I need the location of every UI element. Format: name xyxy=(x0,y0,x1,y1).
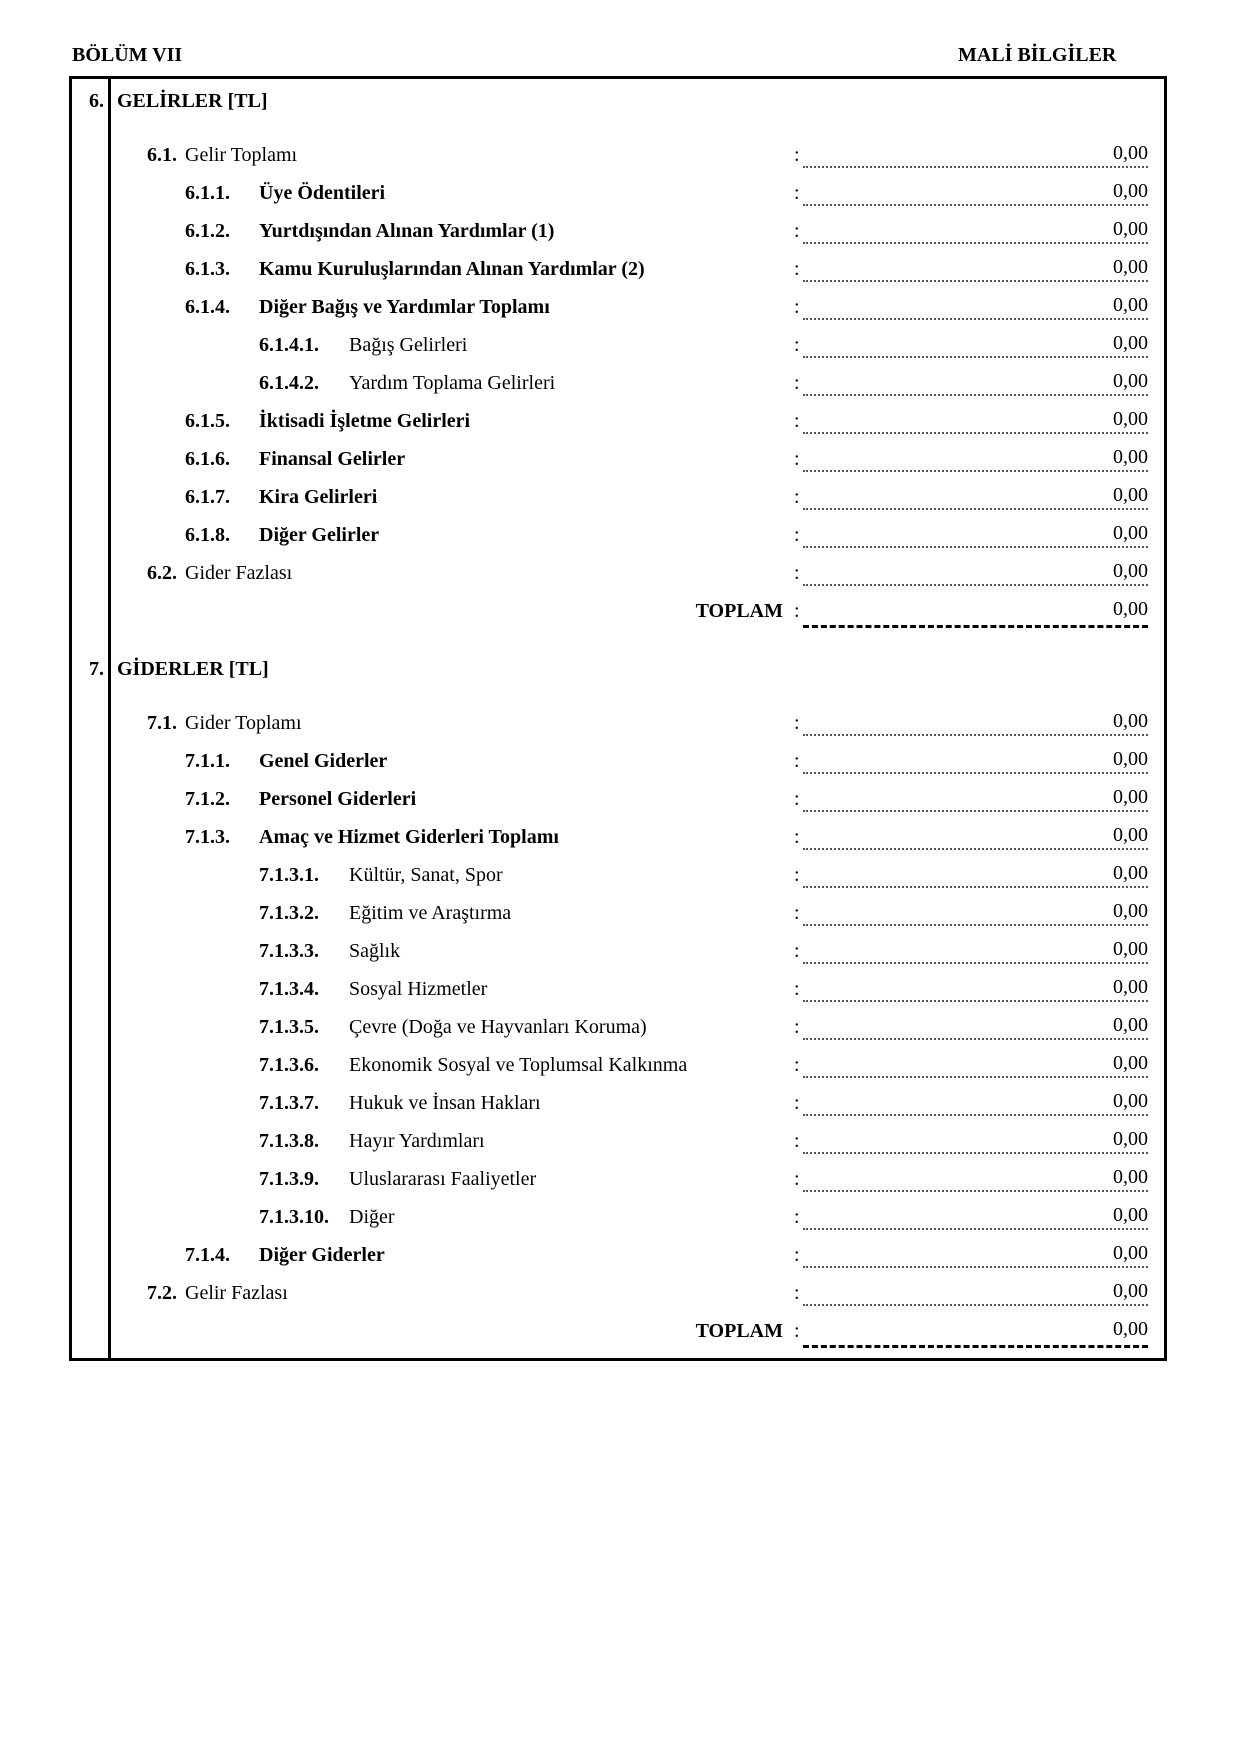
row-colon: : xyxy=(794,788,800,810)
row-label: Üye Ödentileri xyxy=(259,182,386,204)
section-number: 6. xyxy=(89,90,104,112)
row-number: 7.1.3.1. xyxy=(259,864,319,886)
row-colon: : xyxy=(794,1092,800,1114)
row-colon: : xyxy=(794,1282,800,1304)
form-row xyxy=(111,818,1151,856)
section-title-gelirler: GELİRLER [TL] xyxy=(117,90,268,112)
form-row xyxy=(111,478,1151,516)
row-label: İktisadi İşletme Gelirleri xyxy=(259,410,471,432)
section-name: MALİ BİLGİLER xyxy=(958,44,1117,66)
row-colon: : xyxy=(794,864,800,886)
row-colon: : xyxy=(794,902,800,924)
row-number: 7.1.3.3. xyxy=(259,940,319,962)
total-row xyxy=(111,1312,1151,1350)
row-label: Çevre (Doğa ve Hayvanları Koruma) xyxy=(349,1016,647,1038)
value-field[interactable]: 0,00 xyxy=(803,1126,1148,1154)
value-field[interactable]: 0,00 xyxy=(803,1088,1148,1116)
row-label: Gider Fazlası xyxy=(185,562,293,584)
row-label: Gider Toplamı xyxy=(185,712,302,734)
form-row xyxy=(111,1198,1151,1236)
row-colon: : xyxy=(794,182,800,204)
row-colon: : xyxy=(794,410,800,432)
form-row xyxy=(111,364,1151,402)
form-row xyxy=(111,742,1151,780)
value-field[interactable]: 0,00 xyxy=(803,708,1148,736)
row-number: 7.1.3.2. xyxy=(259,902,319,924)
value-field[interactable]: 0,00 xyxy=(803,330,1148,358)
row-colon: : xyxy=(794,600,800,622)
form-row xyxy=(111,1274,1151,1312)
row-label: Diğer Bağış ve Yardımlar Toplamı xyxy=(259,296,550,318)
row-colon: : xyxy=(794,334,800,356)
form-row xyxy=(111,554,1151,592)
row-colon: : xyxy=(794,940,800,962)
section-code: BÖLÜM VII xyxy=(72,44,183,66)
section-number: 7. xyxy=(89,658,104,680)
row-label: Kültür, Sanat, Spor xyxy=(349,864,503,886)
row-label: Amaç ve Hizmet Giderleri Toplamı xyxy=(259,826,559,848)
row-label: Personel Giderleri xyxy=(259,788,417,810)
row-colon: : xyxy=(794,1320,800,1342)
row-label: Hukuk ve İnsan Hakları xyxy=(349,1092,541,1114)
row-colon: : xyxy=(794,258,800,280)
row-number: 7.1.3.9. xyxy=(259,1168,319,1190)
value-field[interactable]: 0,00 xyxy=(803,292,1148,320)
row-colon: : xyxy=(794,524,800,546)
row-colon: : xyxy=(794,562,800,584)
row-number: 6.1.6. xyxy=(185,448,230,470)
form-row xyxy=(111,780,1151,818)
form-row xyxy=(111,136,1151,174)
row-number: 6.1.7. xyxy=(185,486,230,508)
row-number: 7.1.2. xyxy=(185,788,230,810)
row-label: Sosyal Hizmetler xyxy=(349,978,488,1000)
value-field[interactable]: 0,00 xyxy=(803,406,1148,434)
row-label: Diğer xyxy=(349,1206,395,1228)
row-colon: : xyxy=(794,296,800,318)
row-label: Bağış Gelirleri xyxy=(349,334,468,356)
row-colon: : xyxy=(794,1130,800,1152)
row-number: 6.1.3. xyxy=(185,258,230,280)
row-label: Diğer Gelirler xyxy=(259,524,380,546)
row-colon: : xyxy=(794,1054,800,1076)
row-number: 7.1.3.4. xyxy=(259,978,319,1000)
form-row xyxy=(111,1236,1151,1274)
form-row xyxy=(111,1122,1151,1160)
row-label: Eğitim ve Araştırma xyxy=(349,902,512,924)
value-field[interactable]: 0,00 xyxy=(803,860,1148,888)
form-row xyxy=(111,250,1151,288)
row-label: Uluslararası Faaliyetler xyxy=(349,1168,537,1190)
form-row xyxy=(111,970,1151,1008)
row-label: Kamu Kuruluşlarından Alınan Yardımlar (2) xyxy=(259,258,645,280)
value-field[interactable]: 0,00 xyxy=(803,1202,1148,1230)
row-colon: : xyxy=(794,144,800,166)
value-field[interactable]: 0,00 xyxy=(803,1050,1148,1078)
row-number: 6.1.5. xyxy=(185,410,230,432)
row-number: 6.1.4.1. xyxy=(259,334,319,356)
row-label: Gelir Toplamı xyxy=(185,144,298,166)
value-field[interactable]: 0,00 xyxy=(803,936,1148,964)
value-field[interactable]: 0,00 xyxy=(803,974,1148,1002)
form-row xyxy=(111,212,1151,250)
form-row xyxy=(111,440,1151,478)
page-header xyxy=(0,44,1240,68)
row-label: Sağlık xyxy=(349,940,401,962)
value-field[interactable]: 0,00 xyxy=(803,1278,1148,1306)
total-value-field[interactable]: 0,00 xyxy=(803,1316,1148,1348)
value-field[interactable]: 0,00 xyxy=(803,178,1148,206)
row-colon: : xyxy=(794,1016,800,1038)
row-number: 7.1. xyxy=(147,712,177,734)
row-label: Hayır Yardımları xyxy=(349,1130,485,1152)
form-row xyxy=(111,894,1151,932)
row-colon: : xyxy=(794,1244,800,1266)
row-colon: : xyxy=(794,750,800,772)
row-label: Ekonomik Sosyal ve Toplumsal Kalkınma xyxy=(349,1054,688,1076)
row-label: Yardım Toplama Gelirleri xyxy=(349,372,556,394)
value-field[interactable]: 0,00 xyxy=(803,444,1148,472)
form-row xyxy=(111,704,1151,742)
row-colon: : xyxy=(794,712,800,734)
row-number: 7.1.3. xyxy=(185,826,230,848)
value-field[interactable]: 0,00 xyxy=(803,898,1148,926)
value-field[interactable]: 0,00 xyxy=(803,784,1148,812)
row-number: 6.1.2. xyxy=(185,220,230,242)
row-number: 7.1.3.7. xyxy=(259,1092,319,1114)
row-label: Yurtdışından Alınan Yardımlar (1) xyxy=(259,220,555,242)
row-colon: : xyxy=(794,220,800,242)
value-field[interactable]: 0,00 xyxy=(803,822,1148,850)
value-field[interactable]: 0,00 xyxy=(803,216,1148,244)
row-number: 6.1.4.2. xyxy=(259,372,319,394)
value-field[interactable]: 0,00 xyxy=(803,1012,1148,1040)
row-number: 7.2. xyxy=(147,1282,177,1304)
row-colon: : xyxy=(794,978,800,1000)
row-colon: : xyxy=(794,486,800,508)
form-row xyxy=(111,288,1151,326)
value-field[interactable]: 0,00 xyxy=(803,1240,1148,1268)
row-number: 6.1.4. xyxy=(185,296,230,318)
form-row xyxy=(111,1008,1151,1046)
form-row xyxy=(111,326,1151,364)
total-row xyxy=(111,592,1151,630)
form-row xyxy=(111,932,1151,970)
row-colon: : xyxy=(794,826,800,848)
row-number: 7.1.3.5. xyxy=(259,1016,319,1038)
row-label: Finansal Gelirler xyxy=(259,448,406,470)
total-value-field[interactable]: 0,00 xyxy=(803,596,1148,628)
row-label: Genel Giderler xyxy=(259,750,388,772)
row-number: 6.2. xyxy=(147,562,177,584)
value-field[interactable]: 0,00 xyxy=(803,558,1148,586)
value-field[interactable]: 0,00 xyxy=(803,1164,1148,1192)
total-label: TOPLAM xyxy=(695,600,783,622)
form-row xyxy=(111,174,1151,212)
row-number: 7.1.4. xyxy=(185,1244,230,1266)
form-row xyxy=(111,402,1151,440)
row-number: 7.1.3.6. xyxy=(259,1054,319,1076)
form-row xyxy=(111,1046,1151,1084)
form-row xyxy=(111,856,1151,894)
total-label: TOPLAM xyxy=(695,1320,783,1342)
value-field[interactable]: 0,00 xyxy=(803,746,1148,774)
section-title-giderler: GİDERLER [TL] xyxy=(117,658,269,680)
value-field[interactable]: 0,00 xyxy=(803,254,1148,282)
value-field[interactable]: 0,00 xyxy=(803,140,1148,168)
row-number: 6.1.8. xyxy=(185,524,230,546)
form-row xyxy=(111,1160,1151,1198)
row-colon: : xyxy=(794,448,800,470)
row-label: Gelir Fazlası xyxy=(185,1282,288,1304)
value-field[interactable]: 0,00 xyxy=(803,482,1148,510)
row-number: 7.1.1. xyxy=(185,750,230,772)
row-number: 7.1.3.8. xyxy=(259,1130,319,1152)
form-row xyxy=(111,1084,1151,1122)
row-label: Diğer Giderler xyxy=(259,1244,385,1266)
row-colon: : xyxy=(794,1168,800,1190)
row-number: 7.1.3.10. xyxy=(259,1206,329,1228)
form-row xyxy=(111,516,1151,554)
value-field[interactable]: 0,00 xyxy=(803,368,1148,396)
row-number: 6.1. xyxy=(147,144,177,166)
row-colon: : xyxy=(794,1206,800,1228)
row-number: 6.1.1. xyxy=(185,182,230,204)
row-colon: : xyxy=(794,372,800,394)
value-field[interactable]: 0,00 xyxy=(803,520,1148,548)
row-label: Kira Gelirleri xyxy=(259,486,378,508)
